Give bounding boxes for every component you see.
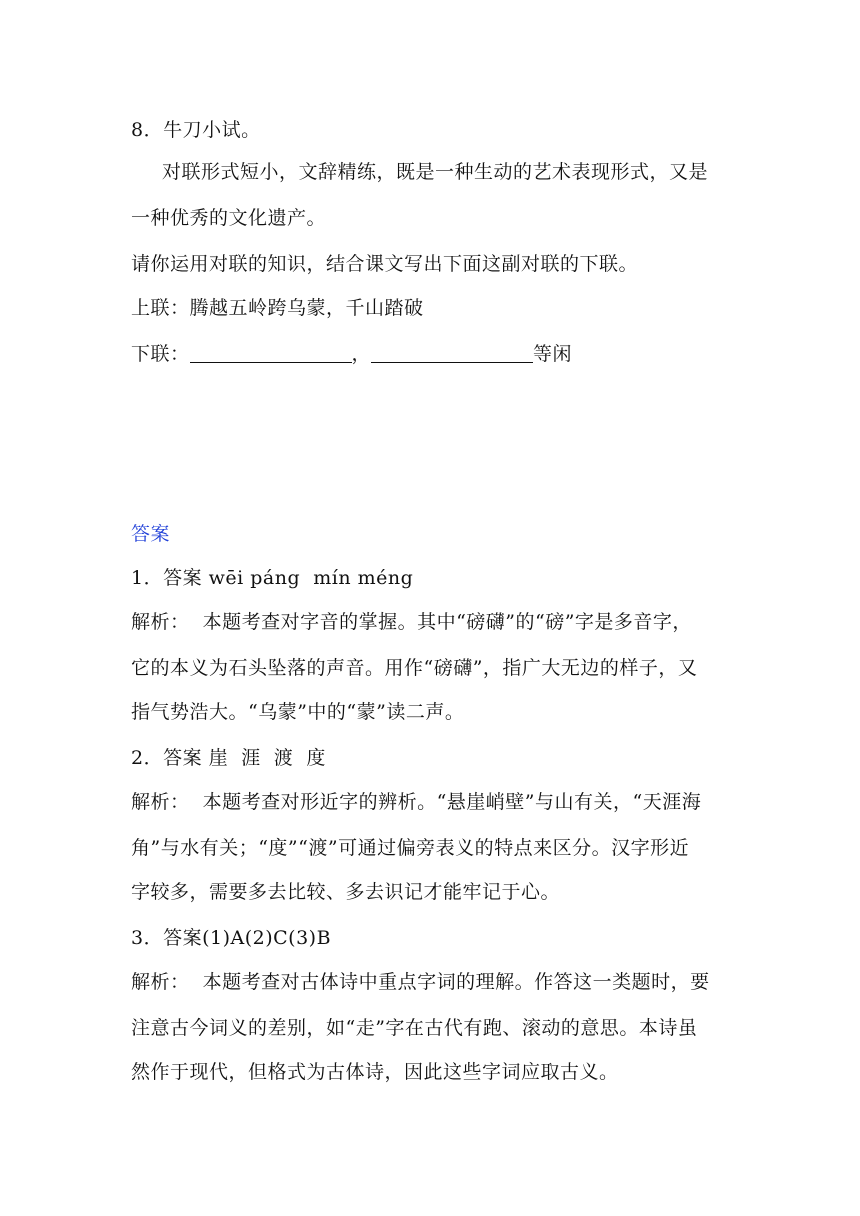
question-8-intro-line-1: 对联形式短小，文辞精练，既是一种生动的艺术表现形式，又是 — [162, 161, 709, 183]
answer-3-analysis-line-1: 解析： 本题考查对古体诗中重点字词的理解。作答这一类题时，要 — [131, 971, 710, 993]
question-8-intro-line-2: 一种优秀的文化遗产。 — [131, 207, 327, 229]
answer-2-analysis-line-2: 角”与水有关；“度”“渡”可通过偏旁表义的特点来区分。汉字形近 — [131, 837, 690, 859]
couplet-lower-prefix: 下联： — [131, 343, 190, 365]
question-8-instruction: 请你运用对联的知识，结合课文写出下面这副对联的下联。 — [131, 253, 639, 275]
couplet-lower-comma: ， — [351, 343, 372, 365]
answer-1-analysis-line-1: 解析： 本题考查对字音的掌握。其中“磅礴”的“磅”字是多音字， — [131, 611, 692, 633]
answer-2-analysis-line-3: 字较多，需要多去比较、多去识记才能牢记于心。 — [131, 881, 561, 903]
answer-1-title: 1．答案 wēi páng mín méng — [131, 567, 414, 589]
answer-blank-2[interactable] — [371, 344, 533, 363]
answer-3-analysis-line-3: 然作于现代，但格式为古体诗，因此这些字词应取古义。 — [131, 1061, 619, 1083]
answer-1-analysis-line-2: 它的本义为石头坠落的声音。用作“磅礴”，指广大无边的样子，又 — [131, 657, 698, 679]
question-8-title: 8．牛刀小试。 — [131, 119, 261, 141]
answer-3-title: 3．答案(1)A(2)C(3)B — [131, 927, 332, 949]
couplet-lower-suffix: 等闲 — [533, 343, 573, 365]
couplet-upper-line: 上联：腾越五岭跨乌蒙，千山踏破 — [131, 297, 424, 319]
answer-3-analysis-line-2: 注意古今词义的差别，如“走”字在古代有跑、滚动的意思。本诗虽 — [131, 1017, 698, 1039]
answer-blank-1[interactable] — [190, 344, 352, 363]
couplet-lower-line — [131, 342, 731, 366]
answer-2-title: 2．答案 崖 涯 渡 度 — [131, 747, 326, 769]
answer-2-analysis-line-1: 解析： 本题考查对形近字的辨析。“悬崖峭壁”与山有关，“天涯海 — [131, 791, 702, 813]
answer-1-analysis-line-3: 指气势浩大。“乌蒙”中的“蒙”读二声。 — [131, 701, 465, 723]
answers-heading: 答案 — [131, 523, 171, 545]
